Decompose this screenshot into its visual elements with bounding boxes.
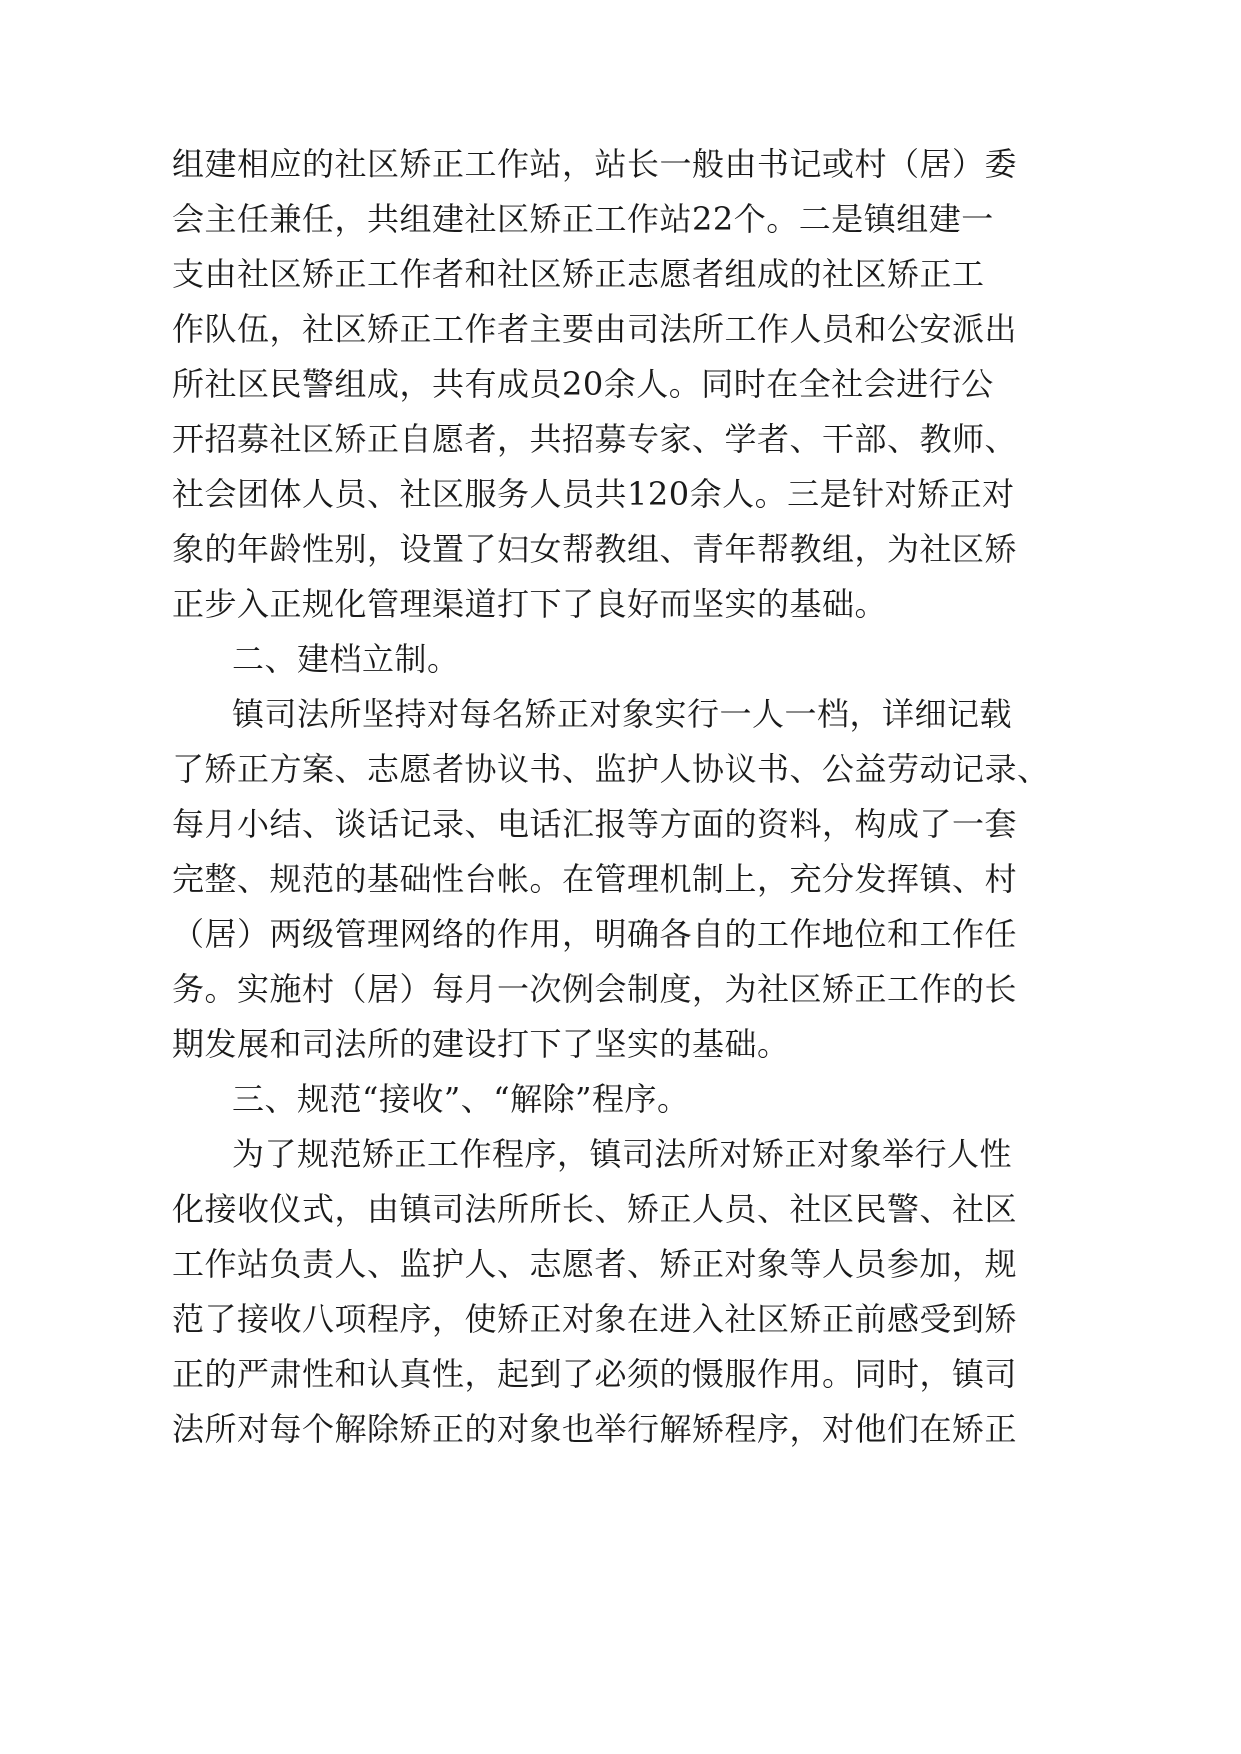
text-line: 社会团体人员、社区服务人员共120余人。三是针对矫正对 bbox=[172, 475, 1015, 513]
text-line: 正的严肃性和认真性，起到了必须的慑服作用。同时，镇司 bbox=[172, 1355, 1018, 1393]
text-line: 镇司法所坚持对每名矫正对象实行一人一档，详细记载 bbox=[232, 695, 1013, 733]
text-line: 法所对每个解除矫正的对象也举行解矫程序，对他们在矫正 bbox=[172, 1410, 1018, 1448]
text-line: 为了规范矫正工作程序，镇司法所对矫正对象举行人性 bbox=[232, 1135, 1013, 1173]
text-line: 象的年龄性别，设置了妇女帮教组、青年帮教组，为社区矫 bbox=[172, 530, 1018, 568]
text-line: 了矫正方案、志愿者协议书、监护人协议书、公益劳动记录、 bbox=[172, 750, 1050, 788]
text-line: 开招募社区矫正自愿者，共招募专家、学者、干部、教师、 bbox=[172, 420, 1018, 458]
text-line: 完整、规范的基础性台帐。在管理机制上，充分发挥镇、村 bbox=[172, 860, 1018, 898]
text-line: 组建相应的社区矫正工作站，站长一般由书记或村（居）委 bbox=[172, 145, 1018, 183]
text-line: （居）两级管理网络的作用，明确各自的工作地位和工作任 bbox=[172, 915, 1018, 953]
section-heading: 三、规范“接收”、“解除”程序。 bbox=[232, 1080, 690, 1118]
section-heading: 二、建档立制。 bbox=[232, 640, 460, 678]
text-line: 正步入正规化管理渠道打下了良好而坚实的基础。 bbox=[172, 585, 888, 623]
text-line: 支由社区矫正工作者和社区矫正志愿者组成的社区矫正工 bbox=[172, 255, 985, 293]
text-line: 会主任兼任，共组建社区矫正工作站22个。二是镇组建一 bbox=[172, 200, 994, 238]
text-line: 务。实施村（居）每月一次例会制度，为社区矫正工作的长 bbox=[172, 970, 1018, 1008]
text-line: 工作站负责人、监护人、志愿者、矫正对象等人员参加，规 bbox=[172, 1245, 1018, 1283]
text-line: 所社区民警组成，共有成员20余人。同时在全社会进行公 bbox=[172, 365, 994, 403]
text-line: 作队伍，社区矫正工作者主要由司法所工作人员和公安派出 bbox=[172, 310, 1018, 348]
text-line: 期发展和司法所的建设打下了坚实的基础。 bbox=[172, 1025, 790, 1063]
text-line: 范了接收八项程序，使矫正对象在进入社区矫正前感受到矫 bbox=[172, 1300, 1018, 1338]
text-line: 每月小结、谈话记录、电话汇报等方面的资料，构成了一套 bbox=[172, 805, 1018, 843]
text-line: 化接收仪式，由镇司法所所长、矫正人员、社区民警、社区 bbox=[172, 1190, 1018, 1228]
